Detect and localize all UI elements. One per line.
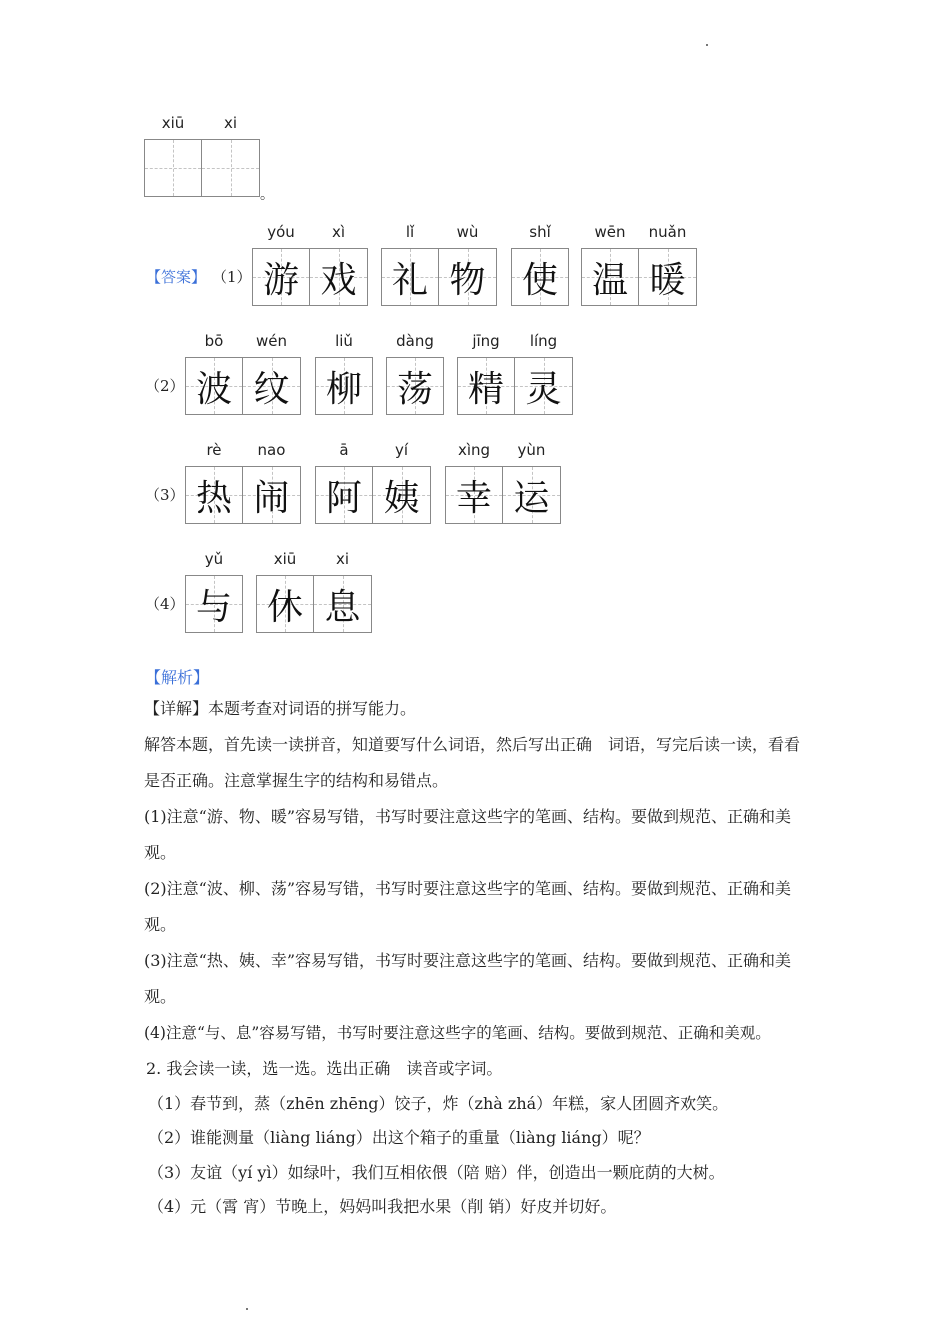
pinyin: wén: [255, 332, 287, 350]
top-grid-period: 。: [260, 187, 274, 203]
grid-cell: [639, 223, 697, 306]
grid-cell: [515, 332, 573, 415]
word-liwu: [381, 223, 497, 306]
hanzi: 休: [266, 586, 303, 628]
pinyin: wù: [456, 223, 479, 241]
word-bowen: [185, 332, 301, 415]
hanzi: 物: [449, 259, 486, 301]
grid-cell: [381, 223, 439, 306]
grid-cell: [315, 441, 373, 524]
pinyin: lǐ: [405, 223, 415, 241]
analysis-intro: 解答本题，首先读一读拼音，知道要写什么词语，然后写出正确 词语，写完后读一读，看看是否正确。注意掌握生字的结构和易错点。: [144, 735, 801, 790]
grid-cell: [315, 332, 373, 415]
hanzi: 礼: [391, 259, 428, 301]
grid-cell: [511, 223, 569, 306]
grid-cell: [144, 114, 202, 197]
word-xiuxi: [256, 550, 372, 633]
grid-cell: [581, 223, 639, 306]
hanzi: 暖: [649, 259, 686, 301]
hanzi: 热: [195, 477, 232, 519]
grid-cell: [243, 441, 301, 524]
hanzi: 运: [513, 477, 550, 519]
grid-cell: [386, 332, 444, 415]
pinyin: líng: [529, 332, 558, 350]
pinyin: liǔ: [335, 332, 353, 350]
pinyin: xìng: [457, 441, 491, 459]
pinyin: xiū: [273, 550, 297, 568]
analysis-point-3: (3)注意“热、姨、幸”容易写错，书写时要注意这些字的笔画、结构。要做到规范、正确和美观。: [144, 951, 792, 1006]
analysis-point-4: (4)注意“与、息”容易写错，书写时要注意这些字的笔画、结构。要做到规范、正确和美观。: [144, 1024, 771, 1042]
word-youxi: [252, 223, 368, 306]
grid-cell: [503, 441, 561, 524]
pinyin: dàng: [396, 332, 434, 350]
grid-cell: [439, 223, 497, 306]
grid-cell: [310, 223, 368, 306]
word-shi: [511, 223, 569, 306]
hanzi: 纹: [253, 368, 290, 410]
pinyin: bō: [204, 332, 224, 350]
question-2-title: 2. 我会读一读，选一选。选出正确 读音或字词。: [146, 1059, 503, 1078]
pinyin: yí: [394, 441, 409, 459]
question-2-item: （4）元（霄 宵）节晚上，妈妈叫我把水果（削 销）好皮并切好。: [148, 1197, 617, 1216]
pinyin: yùn: [517, 441, 546, 459]
grid-cell: [373, 441, 431, 524]
pinyin: yóu: [267, 223, 295, 241]
hanzi: 游: [262, 259, 299, 301]
word-jingling: [457, 332, 573, 415]
grid-cell: [243, 332, 301, 415]
page-mark-bottom: [246, 1308, 248, 1310]
pinyin: xi: [335, 550, 350, 568]
row-number: （3）: [145, 486, 185, 504]
analysis-label: 【解析】: [145, 668, 210, 687]
answer-label: 【答案】: [146, 268, 207, 286]
page-mark-top: [706, 44, 708, 46]
pinyin: shǐ: [529, 223, 551, 241]
grid-cell: [252, 223, 310, 306]
row-number: （1）: [212, 268, 252, 286]
hanzi: 波: [195, 368, 232, 410]
hanzi: 荡: [396, 368, 433, 410]
word-wennuan: [581, 223, 697, 306]
hanzi: 姨: [383, 477, 420, 519]
row-number: （2）: [145, 377, 185, 395]
hanzi: 柳: [325, 368, 362, 410]
grid-cell: [185, 332, 243, 415]
hanzi: 与: [195, 586, 232, 628]
grid-cell: [457, 332, 515, 415]
pinyin: yǔ: [204, 550, 224, 568]
word-dang: [386, 332, 444, 415]
row-number: （4）: [145, 595, 185, 613]
pinyin: nao: [257, 441, 286, 459]
hanzi: 使: [521, 259, 558, 301]
pinyin: xì: [331, 223, 346, 241]
analysis-point-1: (1)注意“游、物、暖”容易写错，书写时要注意这些字的笔画、结构。要做到规范、正确和美观。: [144, 807, 792, 862]
detail-label: 【详解】: [144, 699, 209, 718]
analysis-detail: [144, 691, 814, 727]
hanzi: 息: [324, 586, 361, 628]
grid-cell: [202, 114, 260, 197]
pinyin: xi: [223, 114, 238, 132]
pinyin: xiū: [161, 114, 185, 132]
grid-cell: [445, 441, 503, 524]
hanzi: 幸: [455, 477, 492, 519]
hanzi: 闹: [253, 477, 290, 519]
word-yu: [185, 550, 243, 633]
word-renao: [185, 441, 301, 524]
detail-text: 本题考查对词语的拼写能力。: [208, 699, 417, 718]
top-grid: [144, 114, 260, 197]
grid-cell: [314, 550, 372, 633]
pinyin: rè: [206, 441, 222, 459]
question-2-item: （3）友谊（yí yì）如绿叶，我们互相依偎（陪 赔）伴，创造出一颗庇荫的大树。: [148, 1163, 725, 1182]
hanzi: 戏: [320, 259, 357, 301]
word-ayi: [315, 441, 431, 524]
grid-cell: [185, 550, 243, 633]
word-xingyun: [445, 441, 561, 524]
hanzi: 精: [467, 368, 504, 410]
grid-cell: [256, 550, 314, 633]
analysis-point-2: (2)注意“波、柳、荡”容易写错，书写时要注意这些字的笔画、结构。要做到规范、正确和美观。: [144, 879, 792, 934]
pinyin: ā: [339, 441, 349, 459]
hanzi: 温: [591, 259, 628, 301]
pinyin: wēn: [594, 223, 626, 241]
hanzi: 阿: [325, 477, 362, 519]
pinyin: jīng: [472, 332, 500, 350]
word-liu: [315, 332, 373, 415]
pinyin: nuǎn: [648, 223, 687, 241]
grid-cell: [185, 441, 243, 524]
question-2-item: （2）谁能测量（liàng liáng）出这个箱子的重量（liàng liáng）呢？: [148, 1128, 650, 1147]
hanzi: 灵: [525, 368, 562, 410]
question-2-item: （1）春节到，蒸（zhēn zhēng）饺子，炸（zhà zhá）年糕，家人团圆齐欢笑。: [148, 1094, 729, 1113]
